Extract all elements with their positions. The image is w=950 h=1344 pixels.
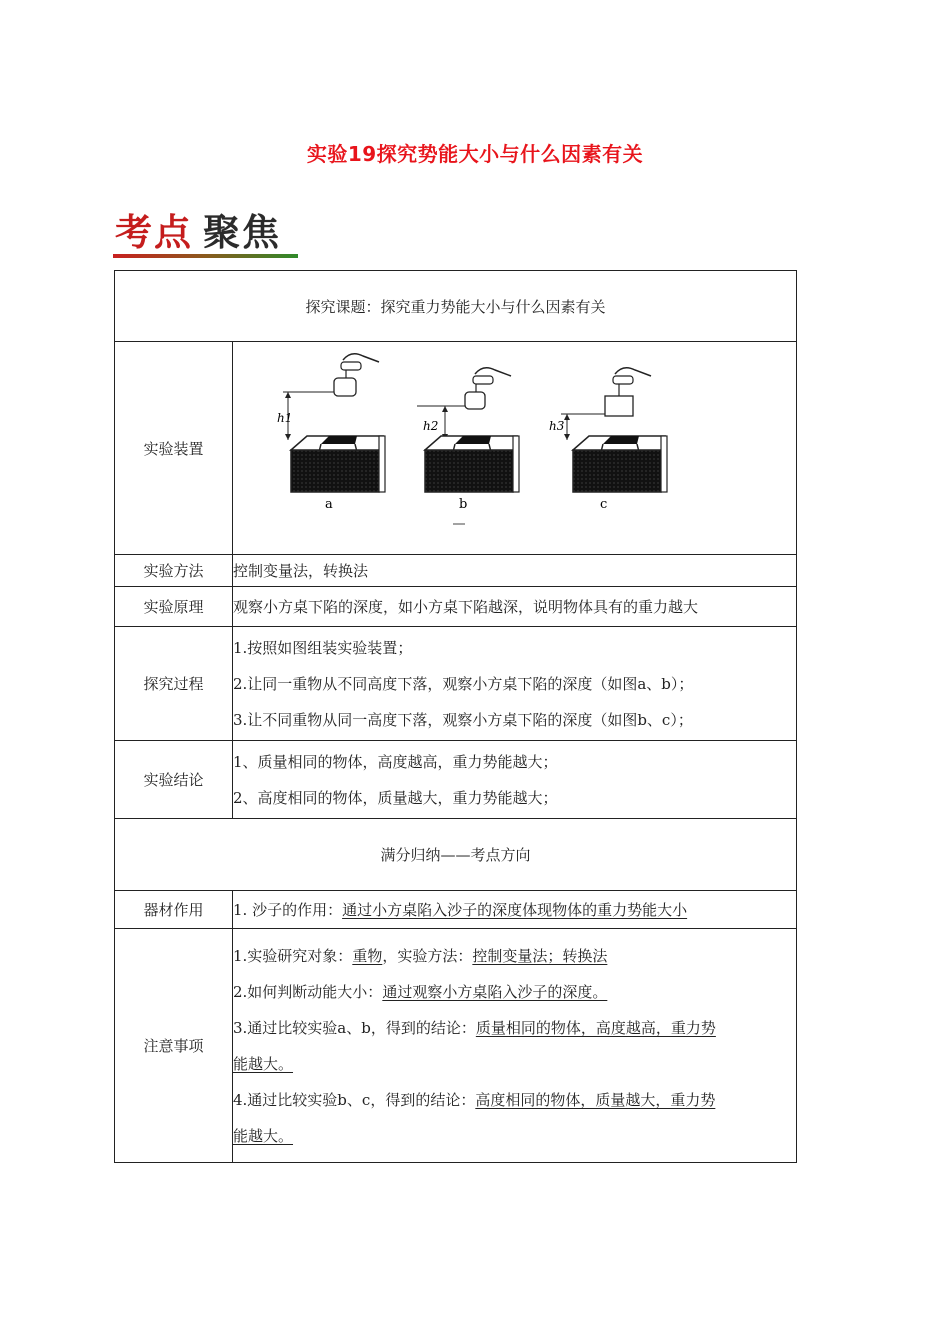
conclusion-label: 实验结论 [115, 741, 233, 819]
row-method [115, 555, 797, 587]
process-step: 3.让不同重物从同一高度下落，观察小方桌下陷的深度（如图b、c）； [233, 710, 693, 729]
note-answer: 能越大。 [233, 1054, 294, 1073]
process-step: 2.让同一重物从不同高度下落，观察小方桌下陷的深度（如图a、b）； [233, 674, 694, 693]
setup-label: 实验装置 [115, 342, 233, 555]
note-text: 3.通过比较实验a、b，得到的结论： [233, 1018, 476, 1037]
principle-label: 实验原理 [115, 587, 233, 627]
note-text: 1.实验研究对象： [233, 946, 353, 965]
setup-figure-cell [233, 342, 797, 555]
label-h1: h1 [277, 411, 293, 425]
apparatus-b [417, 368, 519, 524]
label-a: a [325, 497, 333, 512]
method-label: 实验方法 [115, 555, 233, 587]
process-label: 探究过程 [115, 627, 233, 741]
note-2 [233, 974, 796, 1010]
notes-value [233, 929, 797, 1163]
hand-icon [475, 368, 511, 376]
equipment-label: 器材作用 [115, 891, 233, 929]
row-equipment [115, 891, 797, 929]
note-4 [233, 1082, 796, 1118]
principle-value: 观察小方桌下陷的深度，如小方桌下陷越深，说明物体具有的重力越大 [233, 587, 797, 627]
note-answer: 高度相同的物体，质量越大，重力势 [475, 1090, 716, 1109]
note-answer: 通过观察小方桌陷入沙子的深度。 [382, 982, 608, 1001]
row-topic [115, 271, 797, 342]
notes-label: 注意事项 [115, 929, 233, 1163]
note-text: 2.如何判断动能大小： [233, 982, 383, 1001]
row-process [115, 627, 797, 741]
weight-c [605, 396, 633, 416]
process-value [233, 627, 797, 741]
apparatus-c [549, 368, 667, 512]
experiment-table [114, 270, 797, 1163]
banner-underline [113, 254, 298, 258]
banner-part1: 考点 [115, 210, 193, 254]
banner-part2: 聚焦 [203, 210, 281, 254]
apparatus-figure [233, 342, 795, 550]
row-setup [115, 342, 797, 555]
note-4-cont [233, 1118, 796, 1154]
note-text: ，实验方法： [382, 946, 473, 965]
weight-a [334, 378, 356, 396]
hand-icon [343, 354, 379, 362]
weight-b [465, 392, 485, 409]
label-b: b [459, 497, 468, 512]
row-summary-header [115, 819, 797, 891]
note-1 [233, 938, 796, 974]
note-answer: 质量相同的物体，高度越高，重力势 [475, 1018, 716, 1037]
conclusion-item: 2、高度相同的物体，质量越大，重力势能越大； [233, 788, 558, 807]
equipment-answer: 通过小方桌陷入沙子的深度体现物体的重力势能大小 [342, 901, 688, 919]
apparatus-a [277, 354, 385, 512]
note-answer: 控制变量法；转换法 [472, 946, 608, 965]
conclusion-value [233, 741, 797, 819]
page-title: 实验19探究势能大小与什么因素有关 [306, 142, 644, 166]
method-value: 控制变量法，转换法 [233, 555, 797, 587]
note-answer: 重物 [352, 946, 383, 965]
row-conclusion [115, 741, 797, 819]
conclusion-item: 1、质量相同的物体，高度越高，重力势能越大； [233, 752, 558, 771]
label-h3: h3 [549, 419, 565, 433]
summary-header: 满分归纳——考点方向 [115, 819, 797, 891]
row-notes [115, 929, 797, 1163]
row-principle [115, 587, 797, 627]
process-step: 1.按照如图组装实验装置； [233, 638, 413, 657]
banner-text [115, 206, 281, 258]
equipment-prefix: 1. 沙子的作用： [233, 901, 343, 919]
note-text: 4.通过比较实验b、c，得到的结论： [233, 1090, 476, 1109]
label-c: c [600, 497, 608, 512]
note-3-cont [233, 1046, 796, 1082]
equipment-value [233, 891, 797, 929]
label-h2: h2 [423, 419, 439, 433]
note-answer: 能越大。 [233, 1126, 294, 1145]
hand-icon [615, 368, 651, 376]
note-3 [233, 1010, 796, 1046]
topic-cell: 探究课题：探究重力势能大小与什么因素有关 [115, 271, 797, 342]
